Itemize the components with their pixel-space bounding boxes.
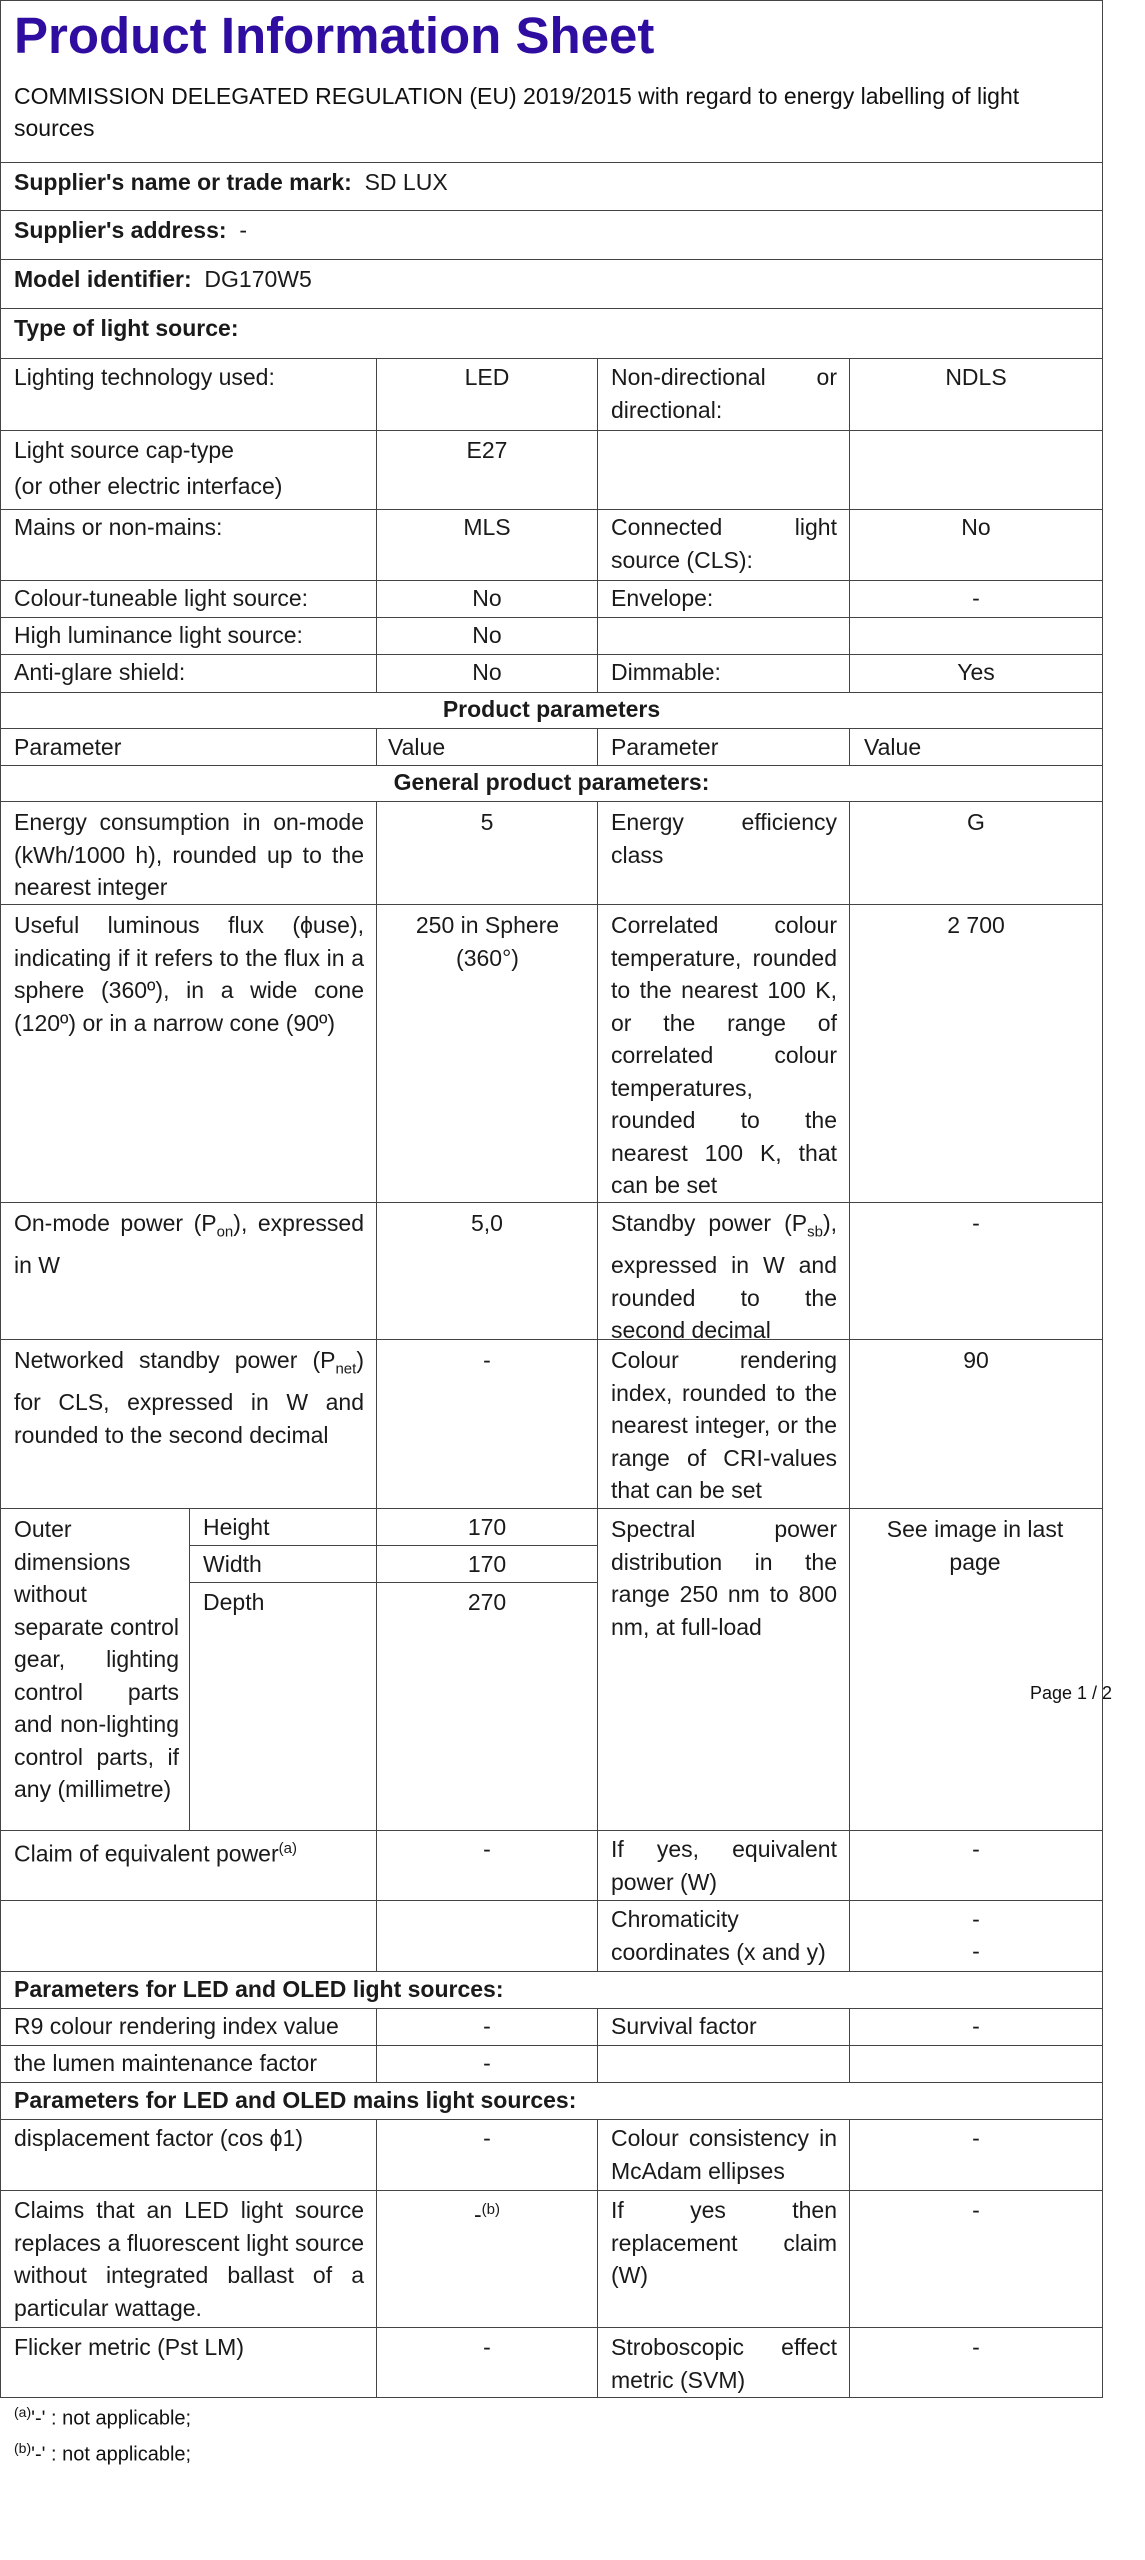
footnote-a	[14, 2404, 191, 2431]
col-value-2: Value	[864, 734, 922, 760]
col-parameter-1: Parameter	[14, 734, 122, 760]
col-value-1: Value	[388, 734, 446, 760]
width-value: 170	[467, 1551, 507, 1577]
cell-empty-2	[849, 430, 1103, 510]
standby-label-b: ), expressed in W and rounded to the second decimal	[611, 1210, 837, 1344]
footnote-b-text: '-' : not applicable;	[31, 2443, 192, 2466]
mains-label: Mains or non-mains:	[14, 514, 223, 540]
flicker-label: Flicker metric (Pst LM)	[14, 2334, 244, 2360]
tuneable-value: No	[472, 585, 502, 611]
r9-label: R9 colour rendering index value	[14, 2013, 339, 2039]
envelope-value: -	[972, 585, 980, 611]
chroma-value-y: -	[972, 1938, 980, 1964]
flux-value: 250 in Sphere (360°)	[415, 912, 560, 971]
displacement-value: -	[483, 2125, 491, 2151]
led-params-title: Parameters for LED and OLED light sources:	[14, 1976, 504, 2002]
cap-label-2: (or other electric interface)	[14, 473, 283, 499]
footnote-a-sup: (a)	[14, 2404, 32, 2420]
dimmable-label: Dimmable:	[611, 659, 721, 685]
depth-value: 270	[467, 1589, 507, 1615]
led-mains-params-title: Parameters for LED and OLED mains light sources:	[14, 2087, 577, 2113]
cell-empty-8	[849, 2045, 1103, 2083]
onpower-label-b: ), expressed in W	[14, 1210, 364, 1279]
onpower-label-sub: on	[216, 1223, 234, 1241]
footnote-b	[14, 2440, 191, 2467]
cell-empty-4	[849, 617, 1103, 655]
model-value: DG170W5	[204, 266, 312, 292]
onpower-label-a: On-mode power (P	[14, 1210, 217, 1236]
equiv-label	[14, 1833, 297, 1870]
claims-value-sup: (b)	[481, 2201, 500, 2218]
supplier-name	[14, 166, 448, 199]
cls-label: Connected light source (CLS):	[611, 514, 837, 573]
cell-empty-3	[597, 617, 850, 655]
chroma-label: Chromaticity coordinates (x and y)	[611, 1906, 826, 1965]
antiglare-value: No	[472, 659, 502, 685]
survival-value: -	[972, 2013, 980, 2039]
r9-value: -	[483, 2013, 491, 2039]
supplier-address-value: -	[239, 217, 247, 243]
consistency-label: Colour consistency in McAdam ellipses	[611, 2125, 837, 2184]
tech-value: LED	[464, 364, 510, 390]
spd-value: See image in last page	[886, 1516, 1064, 1575]
consistency-value: -	[972, 2125, 980, 2151]
high-lum-value: No	[472, 622, 502, 648]
supplier-address	[14, 214, 247, 247]
page-number: Page 1 / 2	[1030, 1683, 1113, 1703]
standby-label-a: Standby power (P	[611, 1210, 808, 1236]
cct-label: Correlated colour temperature, rounded to the nearest 100 K, or the range of correlated colour temperatures, rounded to the nearest 100 K, that can be set	[611, 912, 837, 1198]
cls-value: No	[961, 514, 991, 540]
dimmable-value: Yes	[957, 659, 995, 685]
cct-value: 2 700	[947, 912, 1005, 938]
networked-label-b: ) for CLS, expressed in W and rounded to the second decimal	[14, 1347, 364, 1448]
onpower-label	[14, 1207, 364, 1282]
model-label: Model identifier:	[14, 266, 192, 292]
networked-label	[14, 1344, 364, 1451]
standby-label-sub: sb	[807, 1223, 823, 1241]
networked-value: -	[483, 1347, 491, 1373]
high-lum-label: High luminance light source:	[14, 622, 303, 648]
claims-value-text: -	[473, 2201, 482, 2228]
footnote-b-sup: (b)	[14, 2440, 32, 2456]
replacement-value: -	[972, 2197, 980, 2223]
width-label: Width	[203, 1551, 262, 1577]
cell-depth-label	[189, 1582, 377, 1831]
envelope-label: Envelope:	[611, 585, 714, 611]
cri-label: Colour rendering index, rounded to the nearest integer, or the range of CRI-values that can be set	[611, 1347, 837, 1503]
ifyes-label: If yes, equivalent power (W)	[611, 1836, 837, 1895]
displacement-label: displacement factor (cos ϕ1)	[14, 2125, 303, 2151]
chroma-value-x: -	[972, 1906, 980, 1932]
onpower-value: 5,0	[471, 1210, 503, 1236]
equiv-label-text: Claim of equivalent power	[14, 1840, 279, 1867]
claims-label: Claims that an LED light source replaces a fluorescent light source without integrated ballast of a particular wattage.	[14, 2197, 364, 2321]
cap-label-1: Light source cap-type	[14, 437, 234, 463]
strobo-value: -	[972, 2334, 980, 2360]
networked-label-sub: net	[335, 1360, 357, 1378]
directional-label: Non-directional or directional:	[611, 364, 837, 423]
page-title: Product Information Sheet	[14, 7, 655, 64]
spd-label: Spectral power distribution in the range 250 nm to 800 nm, at full-load	[611, 1516, 837, 1640]
strobo-label: Stroboscopic effect metric (SVM)	[611, 2334, 837, 2393]
tech-label: Lighting technology used:	[14, 364, 275, 390]
lumen-label: the lumen maintenance factor	[14, 2050, 318, 2076]
eclass-label: Energy efficiency class	[611, 809, 837, 868]
cell-empty-5	[0, 1900, 377, 1972]
general-parameters-title: General product parameters:	[393, 769, 710, 795]
cell-empty-7	[597, 2045, 850, 2083]
height-label: Height	[203, 1514, 270, 1540]
supplier-name-value: SD LUX	[364, 169, 448, 195]
energy-label: Energy consumption in on-mode (kWh/1000 h), rounded up to the nearest integer	[14, 809, 364, 900]
outer-dimensions-label: Outer dimensions without separate control gear, lighting control parts and non-lighting control parts, if any (millimetre)	[14, 1516, 179, 1802]
networked-label-a: Networked standby power (P	[14, 1347, 336, 1373]
cell-empty-1	[597, 430, 850, 510]
supplier-address-label: Supplier's address:	[14, 217, 227, 243]
cell-empty-6	[376, 1900, 598, 1972]
supplier-name-label: Supplier's name or trade mark:	[14, 169, 352, 195]
model-identifier	[14, 263, 312, 296]
tuneable-label: Colour-tuneable light source:	[14, 585, 309, 611]
energy-value: 5	[480, 809, 494, 835]
product-parameters-title: Product parameters	[442, 696, 661, 722]
ifyes-value: -	[972, 1836, 980, 1862]
regulation-text: COMMISSION DELEGATED REGULATION (EU) 2019/2015 with regard to energy labelling of light sources	[14, 83, 1020, 141]
flux-label: Useful luminous flux (ϕuse), indicating if it refers to the flux in a sphere (360º), in a wide cone (120º) or in a narrow cone (90º)	[14, 912, 364, 1036]
eclass-value: G	[967, 809, 985, 835]
standby-label	[611, 1207, 837, 1347]
survival-label: Survival factor	[611, 2013, 757, 2039]
equiv-label-sup: (a)	[278, 1840, 297, 1857]
directional-value: NDLS	[945, 364, 1007, 390]
col-parameter-2: Parameter	[611, 734, 719, 760]
mains-value: MLS	[463, 514, 511, 540]
lumen-value: -	[483, 2050, 491, 2076]
flicker-value: -	[483, 2334, 491, 2360]
cap-value: E27	[466, 437, 508, 463]
equiv-value: -	[483, 1836, 491, 1862]
replacement-label: If yes then replacement claim (W)	[611, 2197, 837, 2288]
cell-depth-value	[376, 1582, 598, 1831]
depth-label: Depth	[203, 1589, 265, 1615]
cri-value: 90	[963, 1347, 989, 1373]
claims-value	[377, 2194, 597, 2231]
antiglare-label: Anti-glare shield:	[14, 659, 186, 685]
footnote-a-text: '-' : not applicable;	[31, 2407, 192, 2430]
cell-cct-value	[849, 904, 1103, 1203]
type-of-light-source-label: Type of light source:	[14, 315, 239, 341]
height-value: 170	[467, 1514, 507, 1540]
standby-value: -	[972, 1210, 980, 1236]
